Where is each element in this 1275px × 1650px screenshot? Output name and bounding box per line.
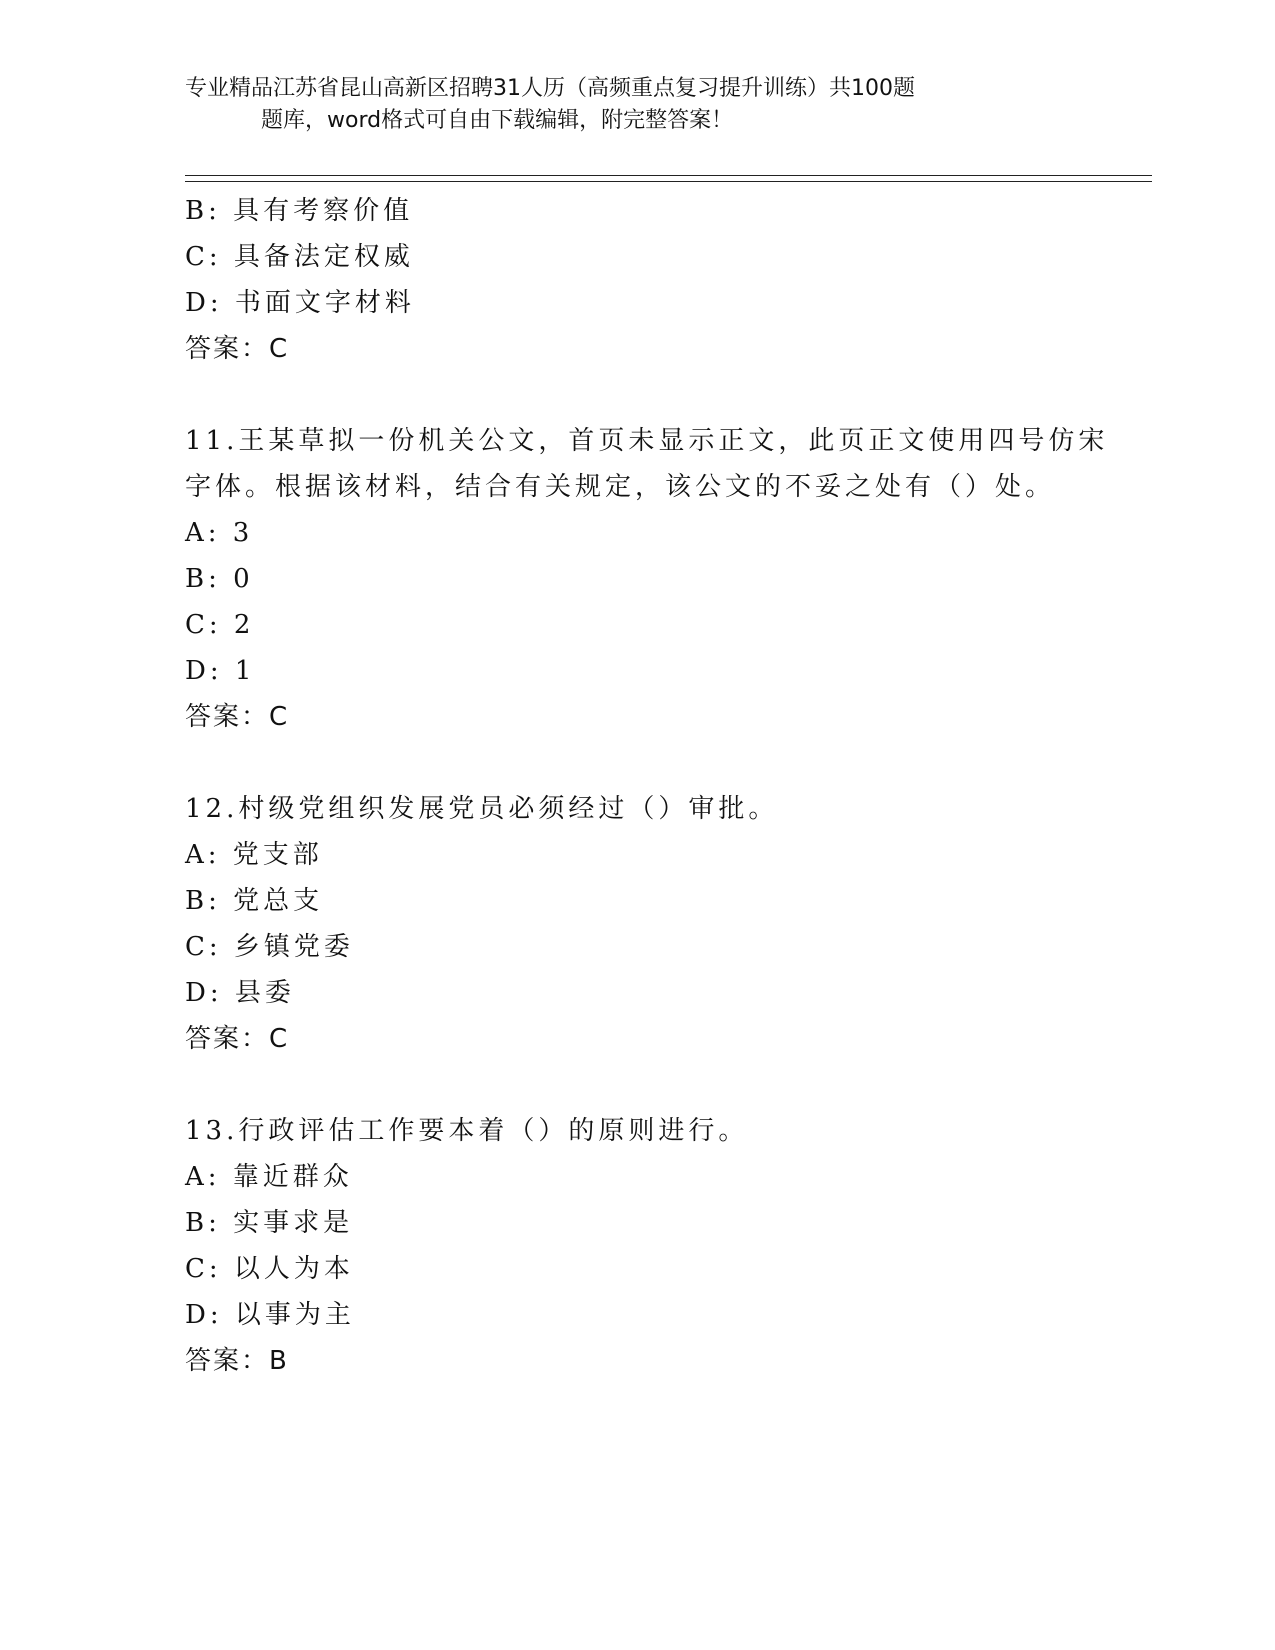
option-c: C: 2	[185, 610, 255, 640]
question-text-line: 11.王某草拟一份机关公文，首页未显示正文，此页正文使用四号仿宋	[185, 426, 1109, 456]
question-11	[185, 418, 1109, 740]
header-rule-top	[185, 175, 1152, 176]
answer-line: 答案：C	[185, 702, 290, 732]
question-13	[185, 1108, 1085, 1384]
question-spacer	[185, 740, 1085, 786]
question-text-line: 字体。根据该材料，结合有关规定，该公文的不妥之处有（）处。	[185, 472, 1056, 502]
option-c: C: 具备法定权威	[185, 242, 414, 272]
header-title-line-1: 专业精品江苏省昆山高新区招聘31人历（高频重点复习提升训练）共100题	[185, 76, 915, 101]
question-12	[185, 786, 1085, 1062]
option-d: D: 以事为主	[185, 1300, 355, 1330]
option-a: A: 靠近群众	[185, 1162, 353, 1192]
answer-line: 答案：C	[185, 1024, 290, 1054]
option-b: B: 具有考察价值	[185, 196, 414, 226]
option-d: D: 县委	[185, 978, 295, 1008]
question-text-line: 13.行政评估工作要本着（）的原则进行。	[185, 1116, 749, 1146]
header-rule-bottom	[185, 181, 1152, 182]
document-header	[185, 73, 1065, 137]
option-b: B: 0	[185, 564, 254, 594]
option-a: A: 党支部	[185, 840, 323, 870]
option-a: A: 3	[185, 518, 254, 548]
option-b: B: 党总支	[185, 886, 324, 916]
option-d: D: 书面文字材料	[185, 288, 415, 318]
question-content	[185, 188, 1109, 1384]
answer-line: 答案：B	[185, 1346, 289, 1376]
question-spacer	[185, 372, 1085, 418]
question-text-line: 12.村级党组织发展党员必须经过（）审批。	[185, 794, 779, 824]
header-title-line-2: 题库，word格式可自由下载编辑，附完整答案！	[261, 108, 734, 133]
answer-line: 答案：C	[185, 334, 290, 364]
option-c: C: 以人为本	[185, 1254, 354, 1284]
option-c: C: 乡镇党委	[185, 932, 354, 962]
option-d: D: 1	[185, 656, 256, 686]
option-b: B: 实事求是	[185, 1208, 354, 1238]
continued-question	[185, 188, 1085, 372]
question-spacer	[185, 1062, 1085, 1108]
